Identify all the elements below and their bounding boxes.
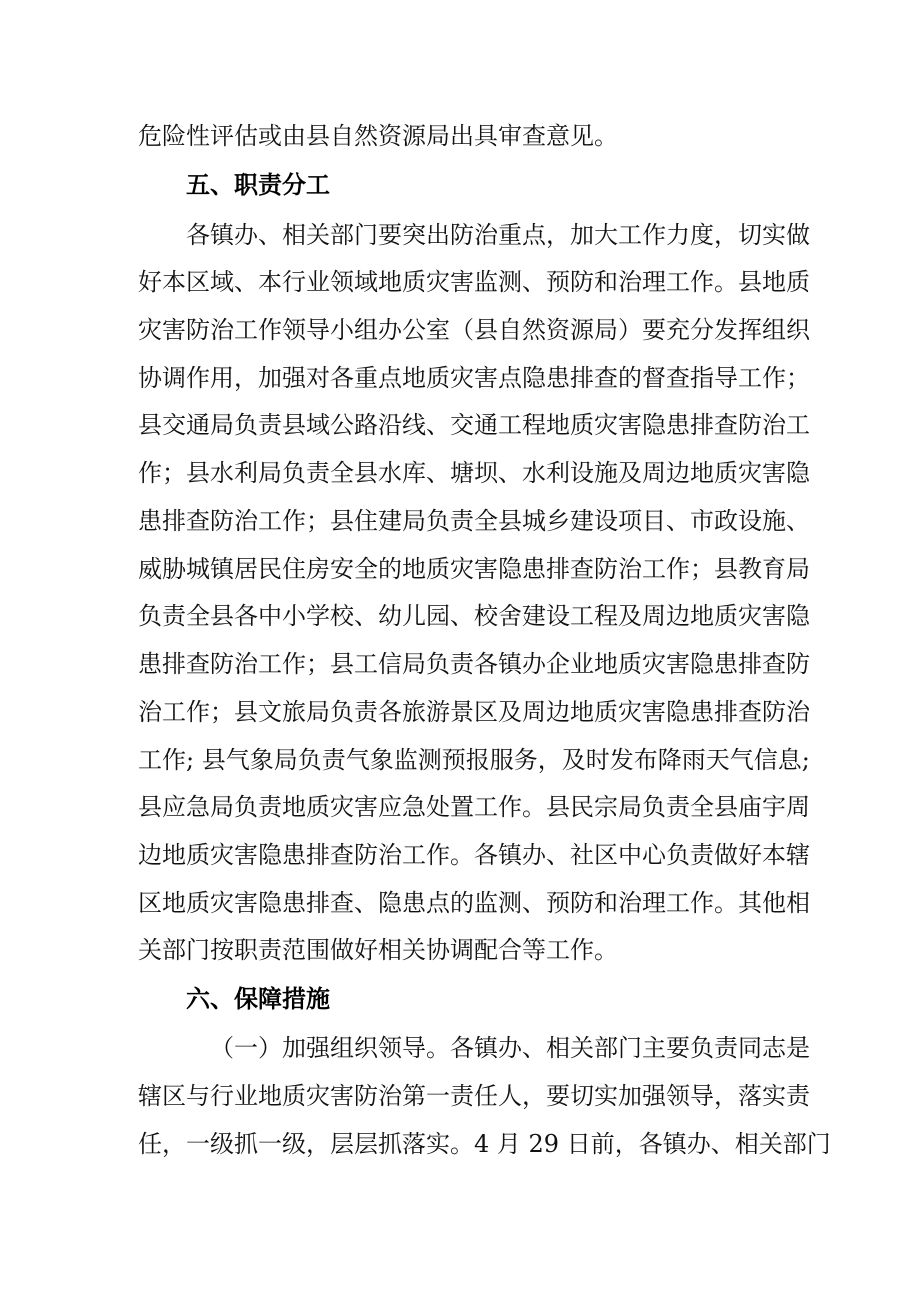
- paragraph-line: 边地质灾害隐患排查防治工作。各镇办、社区中心负责做好本辖: [138, 841, 810, 869]
- paragraph-line: 治工作；县文旅局负责各旅游景区及周边地质灾害隐患排查防治: [138, 698, 810, 726]
- paragraph-line: 患排查防治工作；县工信局负责各镇办企业地质灾害隐患排查防: [138, 650, 810, 678]
- paragraph-line: 县应急局负责地质灾害应急处置工作。县民宗局负责全县庙宇周: [138, 793, 810, 821]
- paragraph-line: 作；县水利局负责全县水库、塘坝、水利设施及周边地质灾害隐: [138, 459, 810, 487]
- paragraph-line: 威胁城镇居民住房安全的地质灾害隐患排查防治工作；县教育局: [138, 555, 810, 583]
- paragraph-line: 危险性评估或由县自然资源局出具审查意见。: [138, 122, 618, 150]
- paragraph-line: 患排查防治工作；县住建局负责全县城乡建设项目、市政设施、: [138, 507, 810, 535]
- paragraph-line: 任，一级抓一级，层层抓落实。4 月 29 日前，各镇办、相关部门: [138, 1130, 831, 1158]
- section-heading-safeguards: 六、保障措施: [186, 985, 330, 1013]
- section-heading-responsibilities: 五、职责分工: [186, 171, 330, 199]
- paragraph-line: 各镇办、相关部门要突出防治重点，加大工作力度，切实做: [186, 221, 810, 249]
- paragraph-line: 县交通局负责县域公路沿线、交通工程地质灾害隐患排查防治工: [138, 411, 810, 439]
- paragraph-line: （一）加强组织领导。各镇办、相关部门主要负责同志是: [210, 1034, 810, 1062]
- paragraph-line: 灾害防治工作领导小组办公室（县自然资源局）要充分发挥组织: [138, 316, 810, 344]
- paragraph-line: 负责全县各中小学校、幼儿园、校舍建设工程及周边地质灾害隐: [138, 602, 810, 630]
- paragraph-line: 区地质灾害隐患排查、隐患点的监测、预防和治理工作。其他相: [138, 889, 810, 917]
- paragraph-line: 协调作用，加强对各重点地质灾害点隐患排查的督查指导工作；: [138, 364, 810, 392]
- paragraph-line: 好本区域、本行业领域地质灾害监测、预防和治理工作。县地质: [138, 268, 810, 296]
- paragraph-line: 关部门按职责范围做好相关协调配合等工作。: [138, 936, 618, 964]
- paragraph-line: 辖区与行业地质灾害防治第一责任人，要切实加强领导，落实责: [138, 1082, 810, 1110]
- paragraph-line: 工作; 县气象局负责气象监测预报服务，及时发布降雨天气信息;: [138, 746, 810, 774]
